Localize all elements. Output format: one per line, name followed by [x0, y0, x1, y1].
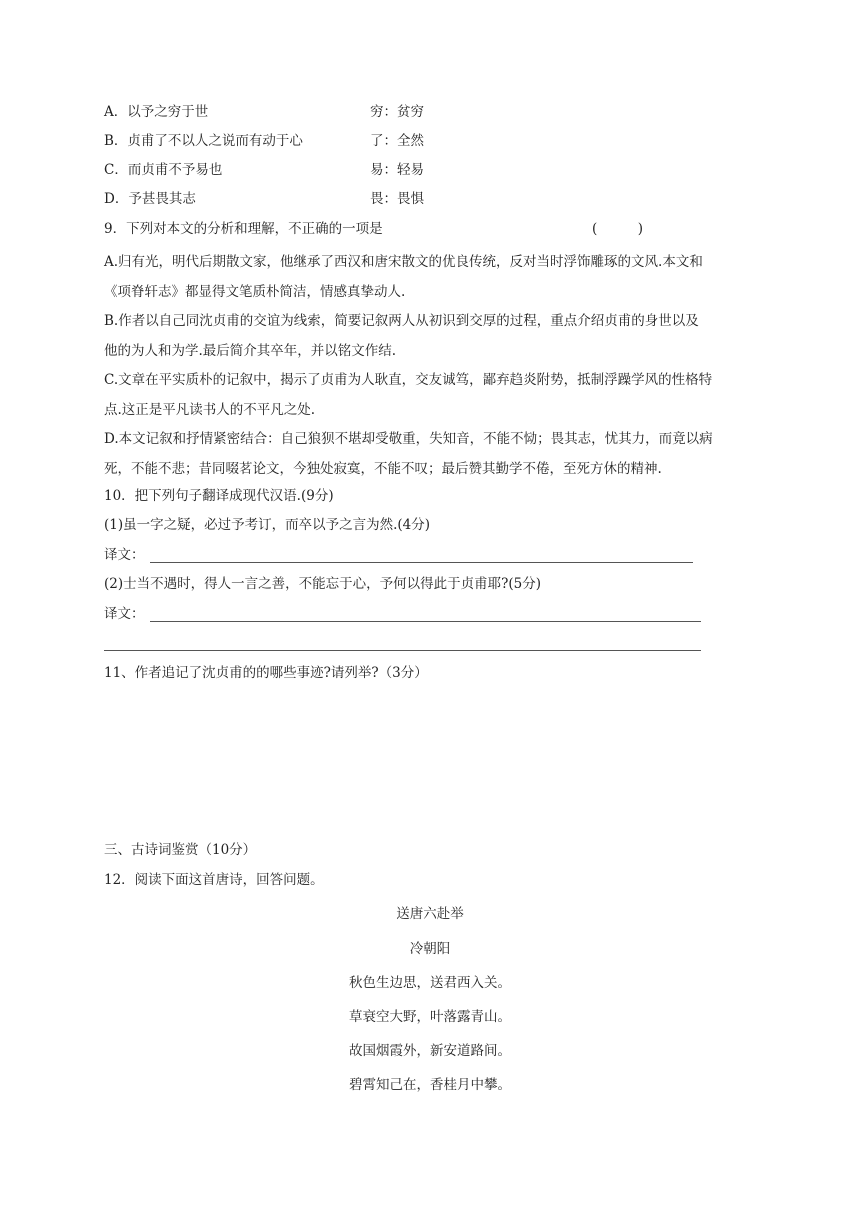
option-gloss: 了：全然 [370, 133, 424, 149]
option-text: D．予甚畏其志 [104, 191, 196, 207]
poem-line: 秋色生边思，送君西入关。 [349, 975, 511, 991]
option-line: B.作者以自己同沈贞甫的交谊为线索，简要记叙两人从初识到交厚的过程，重点介绍贞甫的身世以及 [104, 313, 699, 329]
q11-stem: 11、作者追记了沈贞甫的的哪些事迹?请列举?（3分） [104, 665, 428, 681]
option-line: D.本文记叙和抒情紧密结合：自己狼狈不堪却受敬重，失知音，不能不恸；畏其志，忧其力，而竟以病 [104, 431, 713, 447]
option-line: C.文章在平实质朴的记叙中，揭示了贞甫为人耿直，交友诚笃，鄙弃趋炎附势，抵制浮躁学风的性格特 [104, 372, 713, 388]
option-gloss: 易：轻易 [370, 162, 424, 178]
q9-stem: 9．下列对本文的分析和理解，不正确的一项是 [104, 221, 383, 237]
q9-option-a [104, 248, 762, 307]
q12-stem: 12．阅读下面这首唐诗，回答问题。 [104, 872, 324, 888]
q10-sentence-1: (1)虽一字之疑，必过予考订，而卒以予之言为然.(4分) [104, 517, 431, 533]
answer-blank-line[interactable] [150, 621, 701, 622]
q9-option-c [104, 366, 762, 425]
poem-author: 冷朝阳 [409, 941, 451, 957]
option-text: C．而贞甫不予易也 [104, 162, 223, 178]
answer-label: 译文： [104, 547, 145, 563]
option-line: 死，不能不悲；昔同啜茗论文，今独处寂寞，不能不叹；最后赞其勤学不倦，至死方休的精神. [104, 460, 662, 477]
poem-line: 故国烟霞外，新安道路间。 [349, 1043, 511, 1059]
option-line: 《项脊轩志》都显得文笔质朴简洁，情感真挚动人. [104, 283, 406, 300]
poem-title: 送唐六赴举 [396, 906, 464, 922]
option-text: B．贞甫了不以人之说而有动于心 [104, 133, 303, 149]
q10-stem: 10．把下列句子翻译成现代汉语.(9分) [104, 488, 334, 504]
poem-line: 碧霄知己在，香桂月中攀。 [349, 1077, 511, 1093]
option-text: A．以予之穷于世 [104, 104, 209, 120]
option-gloss: 畏：畏惧 [370, 191, 424, 207]
answer-blank-line[interactable] [150, 562, 693, 563]
q10-sentence-2: (2)士当不遇时，得人一言之善，不能忘于心，予何以得此于贞甫耶?(5分) [104, 576, 541, 592]
q9-option-b [104, 307, 762, 366]
option-line: A.归有光，明代后期散文家，他继承了西汉和唐宋散文的优良传统，反对当时浮饰雕琢的文风.本文和 [104, 254, 703, 270]
option-line: 点.这正是平凡读书人的不平凡之处. [104, 401, 316, 418]
section-heading: 三、古诗词鉴赏（10分） [104, 842, 257, 858]
answer-blank-line[interactable] [104, 650, 701, 651]
answer-label: 译文： [104, 606, 145, 622]
answer-paren: ( ) [592, 221, 644, 237]
poem-line: 草衰空大野，叶落露青山。 [349, 1009, 511, 1025]
q9-option-d [104, 425, 762, 484]
option-gloss: 穷：贫穷 [370, 104, 424, 120]
option-line: 他的为人和为学.最后简介其卒年，并以铭文作结. [104, 342, 397, 359]
